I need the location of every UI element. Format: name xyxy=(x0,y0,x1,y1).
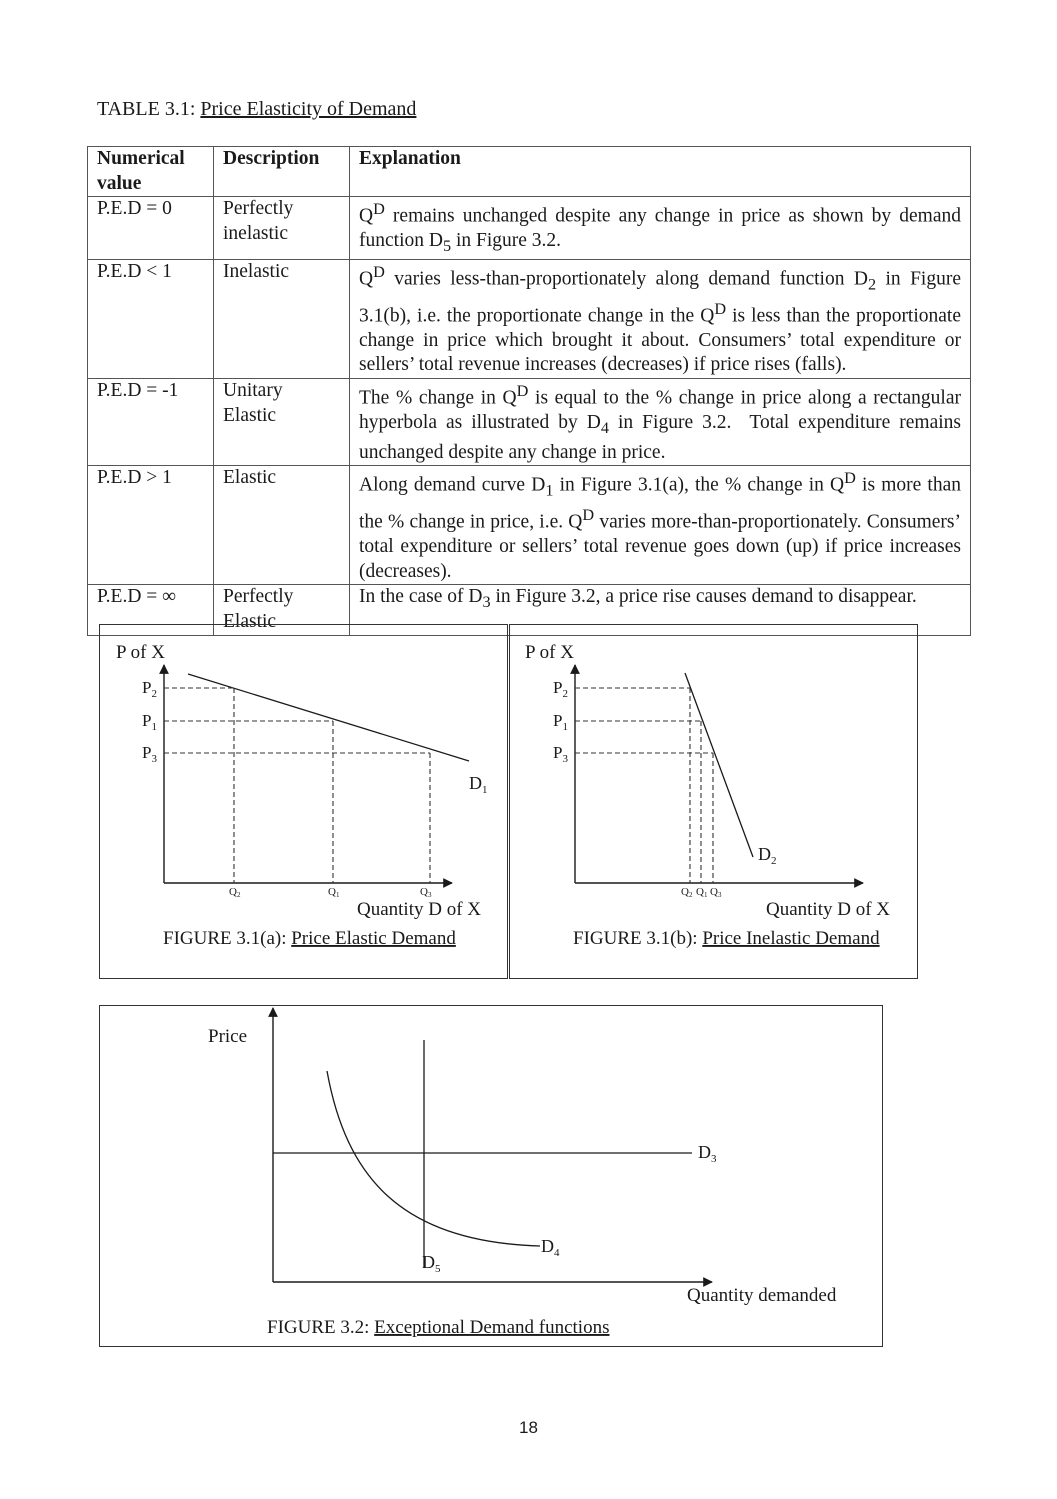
figure-3-1a xyxy=(100,625,507,978)
figure-caption: FIGURE 3.2: Exceptional Demand functions xyxy=(267,1317,610,1338)
price-label-p1: $P_1$ xyxy=(142,711,157,733)
cell-description: Unitary Elastic xyxy=(214,379,350,466)
quantity-label-q2: Q2 xyxy=(681,886,693,899)
table-caption-prefix: TABLE 3.1: xyxy=(97,98,201,120)
cell-value: P.E.D = -1 xyxy=(88,379,214,466)
figure-caption: FIGURE 3.1(b): Price Inelastic Demand xyxy=(573,928,880,949)
y-axis-label: Price xyxy=(208,1026,248,1047)
curve-label-d3: $D_3$ xyxy=(698,1142,717,1165)
cell-explanation: In the case of $D_3$ in Figure 3.2, a price rise causes demand to disappear. xyxy=(350,585,971,635)
curve-label-d2: $D_2$ xyxy=(758,844,777,867)
table-header-row xyxy=(88,147,971,197)
x-axis-label: Quantity D of X xyxy=(766,899,891,920)
cell-value: P.E.D > 1 xyxy=(88,466,214,585)
elasticity-table xyxy=(87,146,971,636)
table-row xyxy=(88,259,971,378)
cell-description: Inelastic xyxy=(214,259,350,378)
price-label-p1: $P_1$ xyxy=(553,711,568,733)
cell-explanation: The % change in $Q^D$ is equal to the % change in price along a rectangular hyperbola as illustrated by $D_4$ in Figure 3.2. Total expenditure remains unchanged despite any change in price. xyxy=(350,379,971,466)
header-description: Description xyxy=(214,147,350,197)
curve-label-d1: $D_1$ xyxy=(469,773,488,796)
figure-3-1b-frame xyxy=(509,624,918,979)
figure-3-1a-frame xyxy=(99,624,508,979)
figure-caption: FIGURE 3.1(a): Price Elastic Demand xyxy=(163,928,456,949)
cell-value: P.E.D = 0 xyxy=(88,197,214,260)
quantity-label-q3: Q3 xyxy=(710,886,722,899)
quantity-label-q1: Q1 xyxy=(696,886,708,899)
figure-3-2 xyxy=(100,1006,882,1346)
header-explanation: Explanation xyxy=(350,147,971,197)
price-label-p3: $P_3$ xyxy=(142,743,157,765)
header-numerical-value: Numerical value xyxy=(88,147,214,197)
y-axis-label: P of X xyxy=(116,642,165,663)
page-number: 18 xyxy=(519,1418,538,1437)
cell-explanation: $Q^D$ varies less-than-proportionately along demand function $D_2$ in Figure 3.1(b), i.e. the proportionate change in the $Q^D$ is less than the proportionate change in price which brought it about. Consumers’ total expenditure or sellers’ total revenue increases (decreases) if price rises (falls). xyxy=(350,259,971,378)
table-caption-title: Price Elasticity of Demand xyxy=(200,98,417,120)
cell-value: P.E.D < 1 xyxy=(88,259,214,378)
cell-explanation: Along demand curve $D_1$ in Figure 3.1(a), the % change in $Q^D$ is more than the % change in price, i.e. $Q^D$ varies more-than-proportionately. Consumers’ total expenditure or sellers’ total revenue goes down (up) if price increases (decreases). xyxy=(350,466,971,585)
table-caption xyxy=(97,98,416,121)
y-axis-label: P of X xyxy=(525,642,574,663)
table-row xyxy=(88,466,971,585)
price-label-p3: $P_3$ xyxy=(553,743,568,765)
quantity-label-q2: Q2 xyxy=(229,886,241,899)
demand-curve-d1 xyxy=(188,674,469,761)
table-row xyxy=(88,379,971,466)
table-row xyxy=(88,197,971,260)
cell-description: Elastic xyxy=(214,466,350,585)
figure-3-2-frame xyxy=(99,1005,883,1347)
figure-3-1b xyxy=(510,625,917,978)
cell-value: P.E.D = ∞ xyxy=(88,585,214,635)
curve-label-d4: $D_4$ xyxy=(541,1236,560,1259)
quantity-label-q3: Q3 xyxy=(420,886,432,899)
demand-curve-d4 xyxy=(327,1071,540,1246)
demand-curve-d2 xyxy=(685,673,753,857)
cell-explanation: $Q^D$ remains unchanged despite any change in price as shown by demand function $D_5$ in Figure 3.2. xyxy=(350,197,971,260)
x-axis-label: Quantity demanded xyxy=(687,1285,837,1306)
x-axis-label: Quantity D of X xyxy=(357,899,482,920)
price-label-p2: $P_2$ xyxy=(553,678,568,700)
cell-description: Perfectly inelastic xyxy=(214,197,350,260)
cell-description: Perfectly Elastic xyxy=(214,585,350,635)
price-label-p2: $P_2$ xyxy=(142,678,157,700)
quantity-label-q1: Q1 xyxy=(328,886,340,899)
curve-label-d5: $D_5$ xyxy=(422,1252,441,1275)
